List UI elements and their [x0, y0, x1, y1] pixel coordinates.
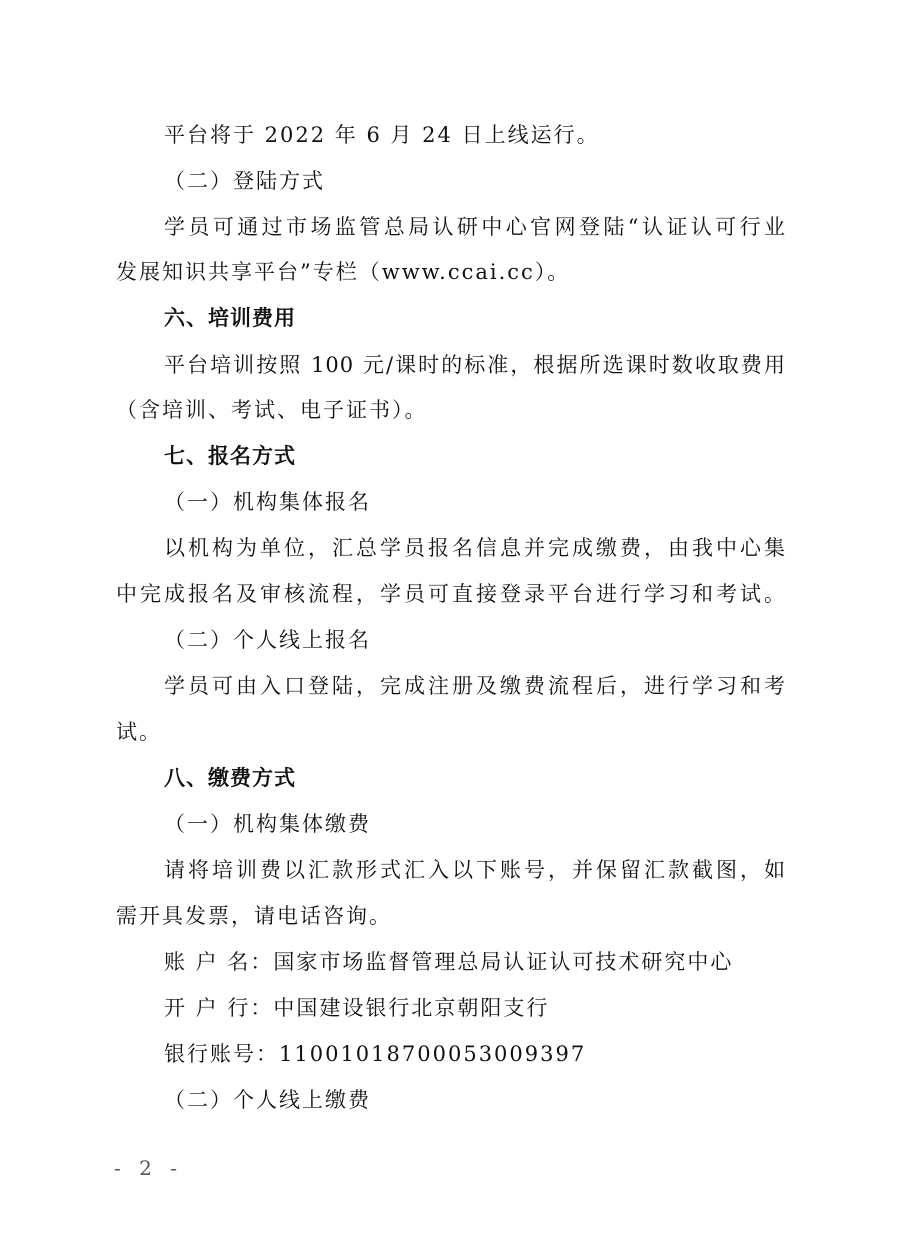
paragraph-group-reg-line-2: 中完成报名及审核流程，学员可直接登录平台进行学习和考试。: [116, 582, 786, 606]
paragraph-individual-reg-line-1: 学员可由入口登陆，完成注册及缴费流程后，进行学习和考: [164, 674, 786, 698]
heading-registration-method: 七、报名方式: [164, 444, 296, 468]
subheading-login-method: （二）登陆方式: [164, 169, 325, 193]
subheading-individual-registration: （二）个人线上报名: [164, 628, 371, 652]
paragraph-fees-line-1: 平台培训按照 100 元/课时的标准，根据所选课时数收取费用: [164, 353, 786, 377]
paragraph-payment-line-2: 需开具发票，请电话咨询。: [116, 904, 392, 928]
subheading-group-registration: （一）机构集体报名: [164, 490, 371, 514]
bank-account-name: 账 户 名：国家市场监督管理总局认证认可技术研究中心: [164, 950, 734, 974]
subheading-individual-payment: （二）个人线上缴费: [164, 1088, 371, 1112]
paragraph-payment-line-1: 请将培训费以汇款形式汇入以下账号，并保留汇款截图，如: [164, 858, 786, 882]
heading-payment-method: 八、缴费方式: [164, 766, 296, 790]
bank-name: 开 户 行：中国建设银行北京朝阳支行: [164, 996, 550, 1020]
paragraph-group-reg-line-1: 以机构为单位，汇总学员报名信息并完成缴费，由我中心集: [164, 536, 786, 560]
bank-account-number: 银行账号：11001018700053009397: [164, 1042, 587, 1066]
paragraph-launch-date: 平台将于 2022 年 6 月 24 日上线运行。: [164, 123, 600, 147]
paragraph-login-line-1: 学员可通过市场监管总局认研中心官网登陆“认证认可行业: [164, 215, 786, 239]
paragraph-individual-reg-line-2: 试。: [116, 720, 162, 744]
heading-training-fees: 六、培训费用: [164, 306, 296, 330]
subheading-group-payment: （一）机构集体缴费: [164, 812, 371, 836]
paragraph-login-line-2: 发展知识共享平台”专栏（www.ccai.cc）。: [116, 260, 571, 284]
paragraph-fees-line-2: （含培训、考试、电子证书）。: [116, 398, 428, 422]
page-number: - 2 -: [114, 1156, 183, 1180]
